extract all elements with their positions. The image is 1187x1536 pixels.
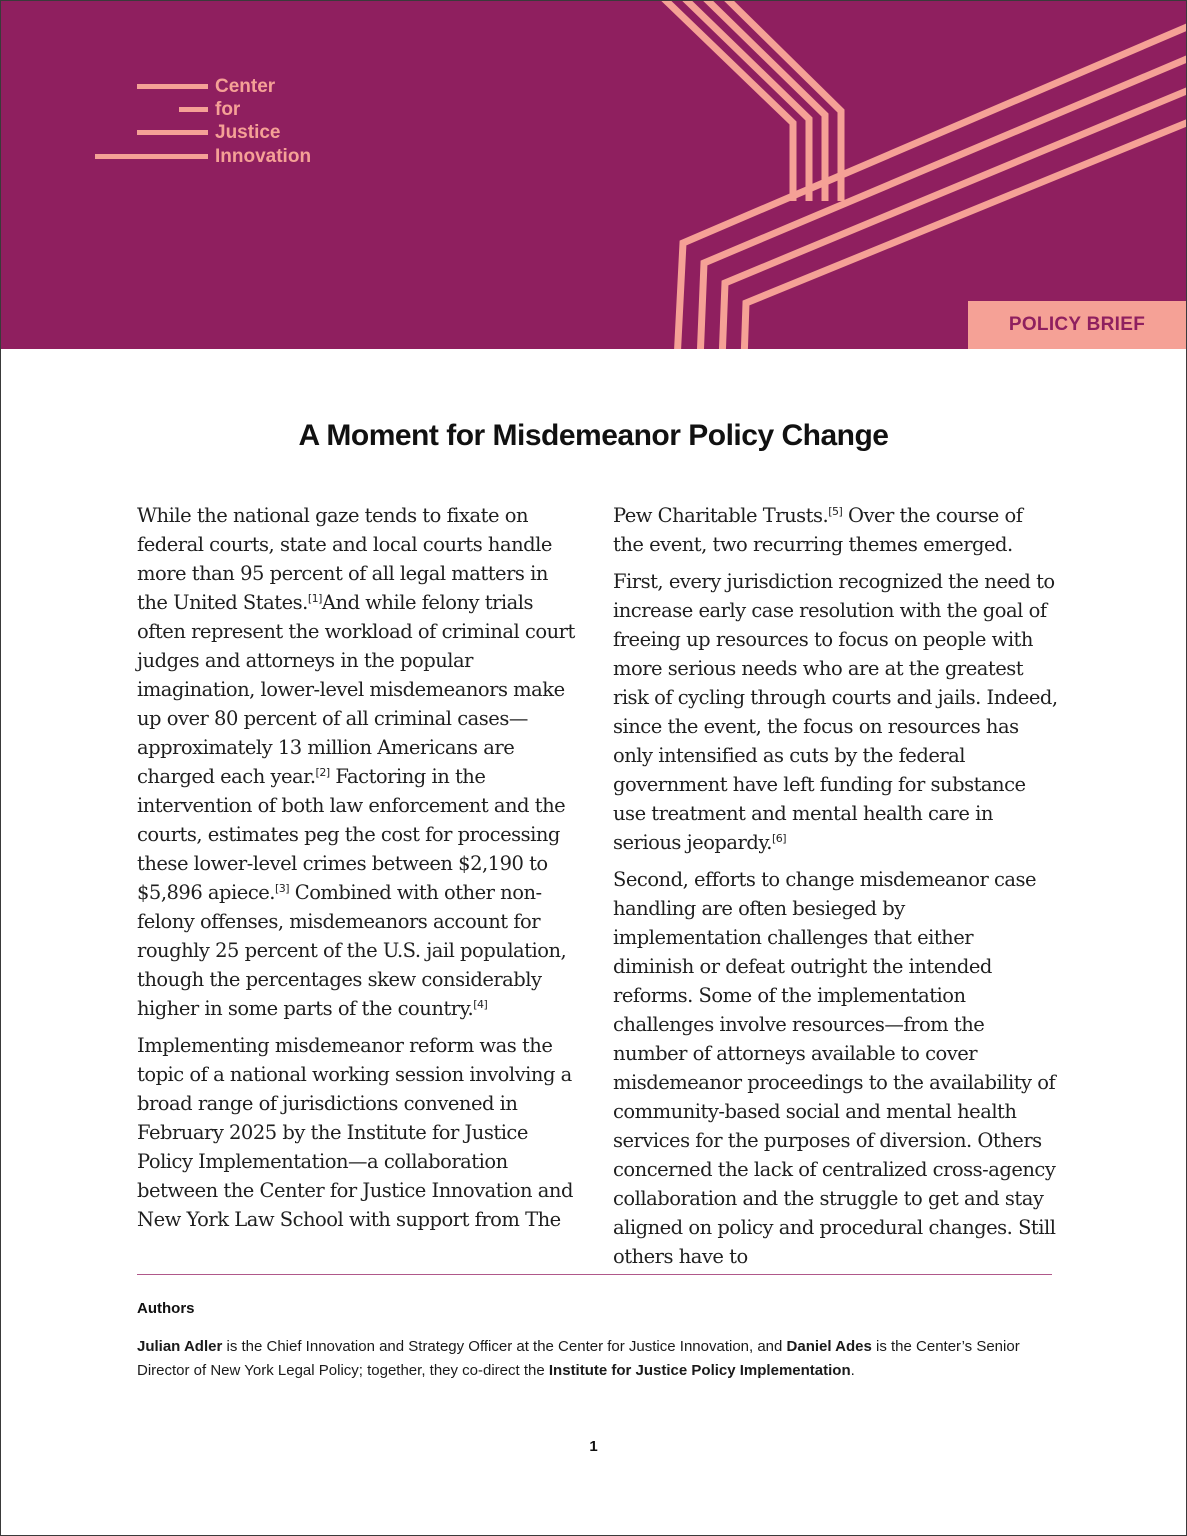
footnote-ref: [5] [828, 505, 843, 518]
body-column-left [137, 501, 582, 1242]
section-divider [137, 1274, 1052, 1275]
paragraph: Pew Charitable Trusts.[5] Over the course of the event, two recurring themes emerged. [613, 504, 1023, 556]
footnote-ref: [2] [315, 766, 330, 779]
paragraph: First, every jurisdiction recognized the need to increase early case resolution with the goal of freeing up resources to focus on people with more serious needs who are at the greatest risk of cycling through courts and jails. Indeed, since the event, the focus on resources has only intensified as cuts by the federal government have left funding for substance use treatment and mental health care in serious jeopardy.[6] [613, 570, 1058, 854]
policy-brief-badge: POLICY BRIEF [968, 301, 1186, 349]
institute-name: Institute for Justice Policy Implementation [548, 1362, 851, 1379]
paragraph: While the national gaze tends to fixate on federal courts, state and local courts handle more than 95 percent of all legal matters in the United States.[1]And while felony trials often represent the workload of criminal court judges and attorneys in the popular imagination, lower-level misdemeanors make up over 80 percent of all criminal cases—approximately 13 million Americans are charged each year.[2] Factoring in the intervention of both law enforcement and the courts, estimates peg the cost for processing these lower-level crimes between $2,190 to $5,896 apiece.[3] Combined with other non-felony offenses, misdemeanors account for roughly 25 percent of the U.S. jail population, though the percentages skew considerably higher in some parts of the country.[4] [137, 504, 575, 1020]
page-title: A Moment for Misdemeanor Policy Change [298, 419, 889, 452]
organization-logo [95, 75, 355, 175]
logo-word: for [215, 99, 241, 120]
authors-heading: Authors [137, 1300, 195, 1317]
logo-bar [137, 130, 208, 135]
logo-word: Justice [215, 122, 281, 143]
logo-word: Center [215, 76, 276, 97]
author-name: Julian Adler [137, 1338, 223, 1355]
logo-bar [95, 154, 208, 159]
footnote-ref: [3] [274, 882, 290, 895]
header-banner [1, 1, 1186, 349]
footnote-ref: [1] [307, 592, 322, 605]
page-number: 1 [589, 1438, 598, 1455]
authors-text: Julian Adler is the Chief Innovation and Strategy Officer at the Center for Justice Innovation, and Daniel Ades is the Center’s Senior Director of New York Legal Policy; together, they co-direct the Institute for Justice Policy Implementation. [137, 1338, 1020, 1379]
author-name: Daniel Ades [786, 1338, 872, 1355]
logo-bar [179, 107, 208, 112]
decorative-lines-graphic [1, 1, 1186, 349]
logo-bar [137, 84, 208, 89]
logo-word: Innovation [215, 146, 312, 167]
paragraph: Implementing misdemeanor reform was the topic of a national working session involving a broad range of jurisdictions convened in February 2025 by the Institute for Justice Policy Implementation—a collaboration between the Center for Justice Innovation and New York Law School with support from The [137, 1034, 573, 1231]
footnote-ref: [4] [473, 998, 488, 1011]
body-column-right [613, 501, 1058, 1279]
footnote-ref: [6] [771, 832, 787, 845]
paragraph: Second, efforts to change misdemeanor case handling are often besieged by implementation challenges that either diminish or defeat outright the intended reforms. Some of the implementation challenges involve resources—from the number of attorneys available to cover misdemeanor proceedings to the availability of community-based social and mental health services for the purposes of diversion. Others concerned the lack of centralized cross-agency collaboration and the struggle to get and stay aligned on policy and procedural changes. Still others have to [613, 868, 1056, 1268]
